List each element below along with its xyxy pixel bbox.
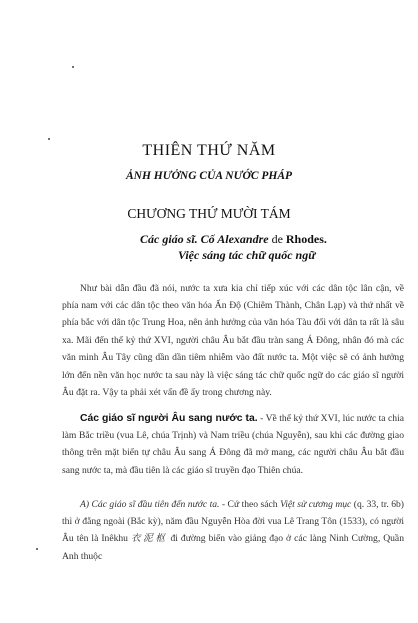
heading-suffix: Rhodes. (285, 232, 327, 246)
paragraph-intro: Như bài dẫn đầu đã nói, nước ta xưa kia chỉ tiếp xúc với các dân tộc lân cận, về phía nam với các dân tộc theo văn hóa Ấn Độ (Chiêm Thành, Chân Lạp) và thứ nhất về phía bắc với dân tộc Trung Hoa, nên ảnh hưởng của văn hóa Tàu đối với dân ta rất là sâu xa. Mãi đến thế kỷ thứ XVI, người châu Âu bắt đầu tràn sang Á Đông, nhân đó mà các văn minh Âu Tây cũng dần dần tiêm nhiễm vào đất nước ta. Một việc sẽ có ảnh hưởng lớn đến nền văn học nước ta sau này là việc sáng tác chữ quốc ngữ do các giáo sĩ người Âu đặt ra. Vậy ta phải xét vấn đề ấy trong chương này. (62, 282, 404, 399)
paragraph-missionaries-text: - Về thế kỷ thứ XVI, lúc nước ta chia làm Bắc triều (vua Lê, chúa Trịnh) và Nam triều (chúa Nguyễn), sau khi các đường giao thông trên mặt biển tự châu Âu sang Á Đông đã mở mang, các người châu Âu bắt đầu sang nước ta, mà đầu tiên là các giáo sĩ truyền đạo Thiên chúa. (62, 412, 404, 476)
part-title: THIÊN THỨ NĂM (142, 142, 276, 159)
chapter-title: CHƯƠNG THỨ MƯỜI TÁM (127, 206, 291, 221)
subsection-heading: A) Các giáo sĩ đầu tiên đến nước ta. (80, 498, 220, 510)
section-heading: Các giáo sĩ người Âu sang nước ta. (80, 412, 258, 424)
paragraph3-text-c: đi đường biển vào giảng đạo ở các làng Ninh Cường, Quần Anh thuộc (62, 533, 404, 562)
scan-speck (36, 548, 38, 550)
chapter-heading-line2: Việc sáng tác chữ quốc ngữ (178, 248, 316, 262)
paragraph-missionaries (62, 410, 404, 480)
part-subtitle: ẢNH HƯỞNG CỦA NƯỚC PHÁP (125, 170, 293, 182)
book-title: Việt sử cương mục (280, 498, 352, 510)
scan-speck (48, 138, 50, 140)
paragraph3-text-b: (q. 33, tr. 6b) thì ở đằng ngoài (Bắc kỳ), năm đầu Nguyễn Hòa đời vua Lê Trang Tôn (1533), có người Âu tên là Inêkhu (62, 498, 404, 545)
hanzi-name: 衣泥枢 (130, 533, 168, 545)
paragraph-first-missionaries (62, 496, 404, 566)
heading-prefix: Các giáo sĩ. Cố Alexandre (140, 232, 269, 246)
paragraph3-text-a: - Cứ theo sách (219, 498, 281, 510)
chapter-heading-line1 (140, 232, 327, 247)
heading-middle: de (268, 232, 286, 246)
scan-speck (72, 66, 74, 68)
